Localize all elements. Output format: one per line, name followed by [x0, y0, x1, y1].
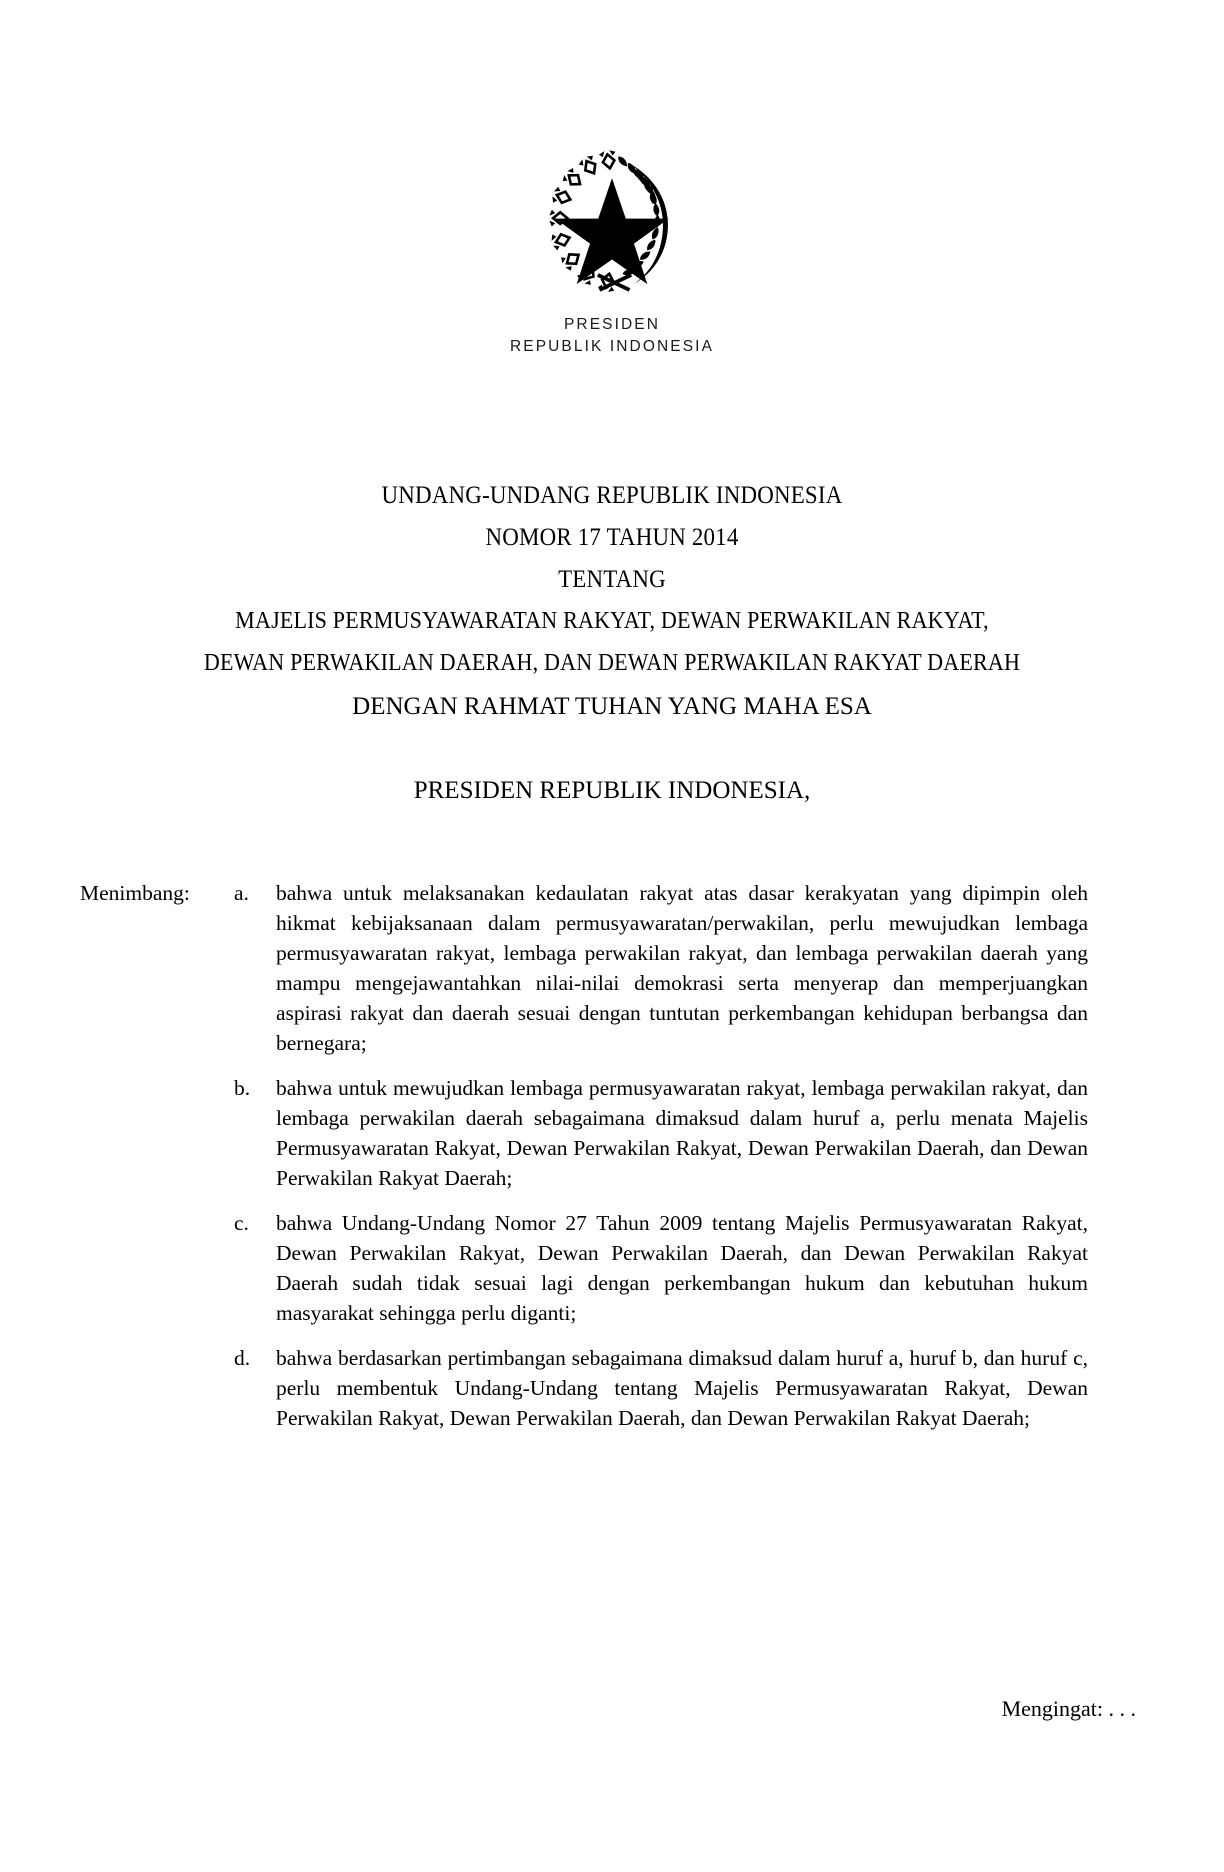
subtitle-line-presiden-republik-indonesia: PRESIDEN REPUBLIK INDONESIA,: [413, 777, 811, 804]
letterhead-line-presiden: PRESIDEN: [563, 316, 661, 333]
title-line-tentang: TENTANG: [558, 564, 666, 593]
subtitle-spacer: [62, 724, 1162, 774]
considerans-item-d: [62, 1343, 1088, 1433]
considerans-text-d: bahwa berdasarkan pertimbangan sebagaimana dimaksud dalam huruf a, huruf b, dan huruf c, perlu membentuk Undang-Undang tentang Majelis Permusyawaratan Rakyat, Dewan Perwakilan Rakyat, Dewan Perwakilan Daerah, dan Dewan Perwakilan Rakyat Daerah;: [276, 1346, 1088, 1430]
subtitle-line-dengan-rahmat: DENGAN RAHMAT TUHAN YANG MAHA ESA: [352, 693, 872, 720]
title-line-subject-1: MAJELIS PERMUSYAWARATAN RAKYAT, DEWAN PERWAKILAN RAKYAT,: [235, 607, 989, 634]
considerans-marker-a: a.: [234, 881, 249, 905]
considerans-section: [62, 878, 1088, 1433]
letterhead-line-republik-indonesia: REPUBLIK INDONESIA: [509, 338, 715, 355]
considerans-marker-b: b.: [234, 1076, 251, 1100]
page-catchword: Mengingat: . . .: [1001, 1696, 1136, 1721]
title-line-subject-2: DEWAN PERWAKILAN DAERAH, DAN DEWAN PERWAKILAN RAKYAT DAERAH: [203, 649, 1021, 676]
letterhead: [0, 148, 1224, 358]
considerans-marker-d: d.: [234, 1346, 251, 1370]
considerans-text-a: bahwa untuk melaksanakan kedaulatan rakyat atas dasar kerakyatan yang dipimpin oleh hikmat kebijaksanaan dalam permusyawaratan/perwakilan, perlu mewujudkan lembaga permusyawaratan rakyat, lembaga perwakilan rakyat, dan lembaga perwakilan daerah yang mampu mengejawantahkan nilai-nilai demokrasi serta menyerap dan memperjuangkan aspirasi rakyat dan daerah sesuai dengan tuntutan perkembangan kehidupan berbangsa dan bernegara;: [276, 881, 1088, 1055]
considerans-label: Menimbang:: [80, 881, 190, 905]
considerans-text-c: bahwa Undang-Undang Nomor 27 Tahun 2009 tentang Majelis Permusyawaratan Rakyat, Dewan Perwakilan Rakyat, Dewan Perwakilan Daerah, dan Dewan Perwakilan Rakyat Daerah sudah tidak sesuai lagi dengan perkembangan hukum dan kebutuhan hukum masyarakat sehingga perlu diganti;: [276, 1211, 1088, 1325]
considerans-text-b: bahwa untuk mewujudkan lembaga permusyawaratan rakyat, lembaga perwakilan rakyat, dan lembaga perwakilan daerah sebagaimana dimaksud dalam huruf a, perlu menata Majelis Permusyawaratan Rakyat, Dewan Perwakilan Rakyat, Dewan Perwakilan Daerah, dan Dewan Perwakilan Rakyat Daerah;: [276, 1076, 1088, 1190]
title-line-undang-undang: UNDANG-UNDANG REPUBLIK INDONESIA: [381, 480, 843, 509]
letterhead-caption: [0, 314, 1224, 358]
considerans-marker-c: c.: [234, 1211, 249, 1235]
indonesian-presidential-seal-icon: [528, 148, 696, 300]
document-subtitle: [62, 690, 1162, 808]
title-line-nomor: NOMOR 17 TAHUN 2014: [485, 522, 739, 551]
considerans-item-b: [62, 1073, 1088, 1193]
document-title: [62, 474, 1162, 684]
considerans-item-c: [62, 1208, 1088, 1328]
considerans-item-a: [62, 878, 1088, 1058]
